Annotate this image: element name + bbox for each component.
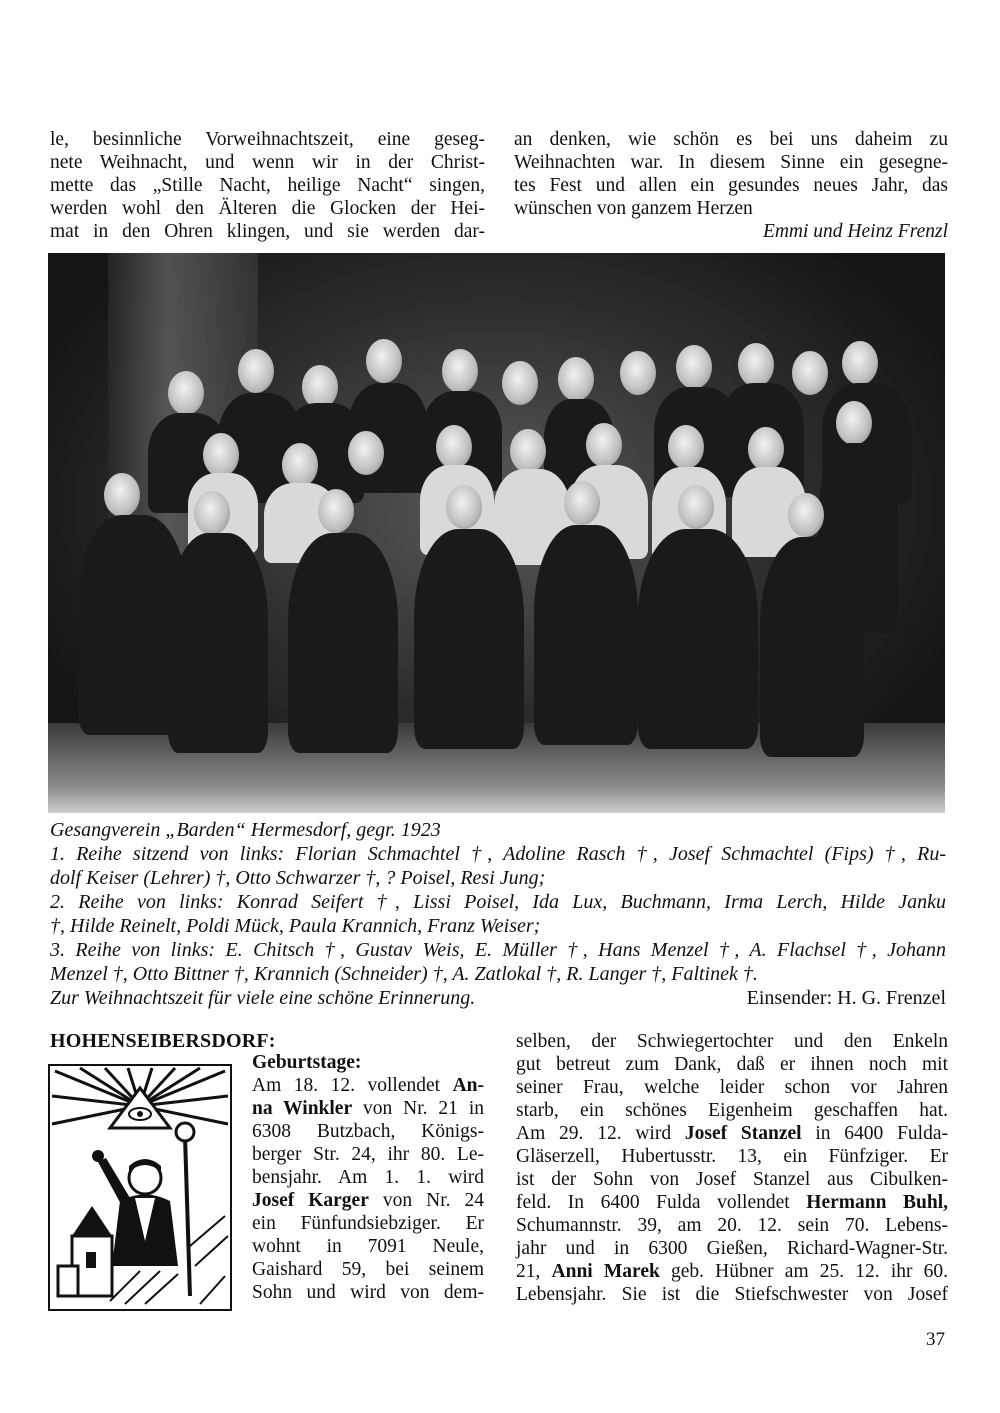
text-line: an denken, wie schön es bei uns daheim zu — [514, 129, 948, 150]
text-line: Schumannstr. 39, am 20. 12. sein 70. Lebens- — [516, 1215, 948, 1236]
intro-column-left — [50, 128, 485, 243]
caption-line: dolf Keiser (Lehrer) †, Otto Schwarzer †, ? Poisel, Resi Jung; — [50, 867, 546, 889]
photo-person — [738, 343, 774, 387]
caption-line: 2. Reihe von links: Konrad Seifert †, Lissi Poisel, Ida Lux, Buchmann, Irma Lerch, Hilde Janku — [50, 891, 946, 913]
signature: Emmi und Heinz Frenzl — [762, 221, 948, 242]
text-line: 21, Anni Marek geb. Hübner am 25. 12. ihr 60. — [516, 1261, 949, 1282]
text-line: le, besinnliche Vorweihnachtszeit, eine geseg- — [50, 129, 485, 150]
text-line: jahr und in 6300 Gießen, Richard-Wagner-Str. — [516, 1238, 948, 1259]
text-line: na Winkler von Nr. 21 in — [252, 1098, 484, 1119]
photo-person — [668, 425, 704, 469]
text-line: mette das „Stille Nacht, heilige Nacht“ singen, — [50, 175, 485, 196]
section-heading: HOHENSEIBERSDORF: — [50, 1030, 276, 1052]
text-line: wohnt in 7091 Neule, — [252, 1236, 484, 1257]
birthdays-column — [252, 1051, 484, 1304]
photo-person — [788, 493, 824, 537]
saint-woodcut-icon — [50, 1066, 230, 1309]
text-line: Gläserzell, Hubertusstr. 13, ein Fünfziger. Er — [516, 1146, 948, 1167]
photo-person-body — [414, 529, 524, 749]
text-line: feld. In 6400 Fulda vollendet Hermann Buhl, — [516, 1192, 949, 1213]
photo-person-body — [168, 533, 268, 753]
photo-person — [348, 431, 384, 475]
photo-person — [564, 481, 600, 525]
photo-person — [168, 371, 204, 415]
text-line: werden wohl den Älteren die Glocken der Hei- — [50, 198, 485, 219]
photo-person — [318, 489, 354, 533]
photo-person — [586, 423, 622, 467]
photo-person — [620, 351, 656, 395]
page-number: 37 — [926, 1329, 945, 1350]
text-line: wünschen von ganzem Herzen — [514, 198, 753, 219]
text-line: gut betreut zum Dank, daß er ihnen noch mit — [516, 1054, 948, 1075]
text-line: tes Fest und allen ein gesundes neues Jahr, das — [514, 175, 948, 196]
text-line: Weihnachten war. In diesem Sinne ein gesegne- — [514, 152, 948, 173]
caption-line: †, Hilde Reinelt, Poldi Mück, Paula Krannich, Franz Weiser; — [50, 915, 541, 937]
caption-line — [50, 986, 946, 1010]
caption-line: 3. Reihe von links: E. Chitsch †, Gustav Weis, E. Müller †, Hans Menzel †, A. Flachsel †, Johann — [50, 939, 946, 961]
photo-person — [104, 473, 140, 517]
text-line: ist der Sohn von Josef Stanzel aus Cibulken- — [516, 1169, 948, 1190]
photo-person-body — [288, 533, 398, 753]
photo-person — [678, 485, 714, 529]
caption-line: 1. Reihe sitzend von links: Florian Schmachtel †, Adoline Rasch †, Josef Schmachtel (Fips) †, Ru- — [50, 843, 946, 865]
text-line: starb, ein schönes Eigenheim geschaffen hat. — [516, 1100, 948, 1121]
photo-person — [282, 443, 318, 487]
text-line: Gaishard 59, bei seinem — [252, 1259, 484, 1280]
text-line: 6308 Butzbach, Königs- — [252, 1121, 484, 1142]
text-line: Am 18. 12. vollendet An- — [252, 1075, 484, 1096]
caption-closing: Zur Weihnachtszeit für viele eine schöne Erinnerung. — [50, 987, 476, 1009]
photo-person-body — [760, 537, 864, 757]
caption-sender: Einsender: H. G. Frenzel — [746, 987, 946, 1009]
photo-person — [836, 401, 872, 445]
text-line: Am 29. 12. wird Josef Stanzel in 6400 Fulda- — [516, 1123, 948, 1144]
photo-person — [442, 349, 478, 393]
text-line: Lebensjahr. Sie ist die Stiefschwester von Josef — [516, 1284, 948, 1305]
photo-person-body — [534, 525, 638, 745]
text-line: Josef Karger von Nr. 24 — [252, 1190, 484, 1211]
text-line: berger Str. 24, ihr 80. Le- — [252, 1144, 484, 1165]
text-line: seiner Frau, welche leider schon vor Jahren — [516, 1077, 948, 1098]
photo-caption — [50, 818, 946, 1010]
text-line: bensjahr. Am 1. 1. wird — [252, 1167, 484, 1188]
photo-person — [842, 341, 878, 385]
subheading: Geburtstage: — [252, 1052, 362, 1073]
photo-person — [366, 339, 402, 383]
photo-person — [238, 349, 274, 393]
photo-person — [446, 485, 482, 529]
photo-person — [792, 351, 828, 395]
text-line: Sohn und wird von dem- — [252, 1282, 484, 1303]
photo-person — [436, 425, 472, 469]
photo-person — [194, 491, 230, 535]
intro-column-right — [514, 128, 948, 243]
birthdays-column-continued — [516, 1030, 948, 1306]
photo-person — [676, 345, 712, 389]
photo-person — [203, 433, 239, 477]
text-line: nete Weihnacht, und wenn wir in der Christ- — [50, 152, 485, 173]
text-line: ein Fünfundsiebziger. Er — [252, 1213, 484, 1234]
photo-person — [502, 361, 538, 405]
text-line: mat in den Ohren klingen, und sie werden dar- — [50, 221, 485, 242]
text-line: selben, der Schwiegertochter und den Enkeln — [516, 1031, 948, 1052]
photo-person — [510, 429, 546, 473]
caption-title: Gesangverein „Barden“ Hermesdorf, gegr. 1923 — [50, 819, 441, 841]
photo-person — [558, 357, 594, 401]
photo-person — [748, 427, 784, 471]
woodcut-illustration — [48, 1064, 232, 1311]
caption-line: Menzel †, Otto Bittner †, Krannich (Schneider) †, A. Zatlokal †, R. Langer †, Faltinek †. — [50, 963, 758, 985]
photo-person-body — [638, 529, 758, 749]
group-photo — [48, 253, 945, 813]
